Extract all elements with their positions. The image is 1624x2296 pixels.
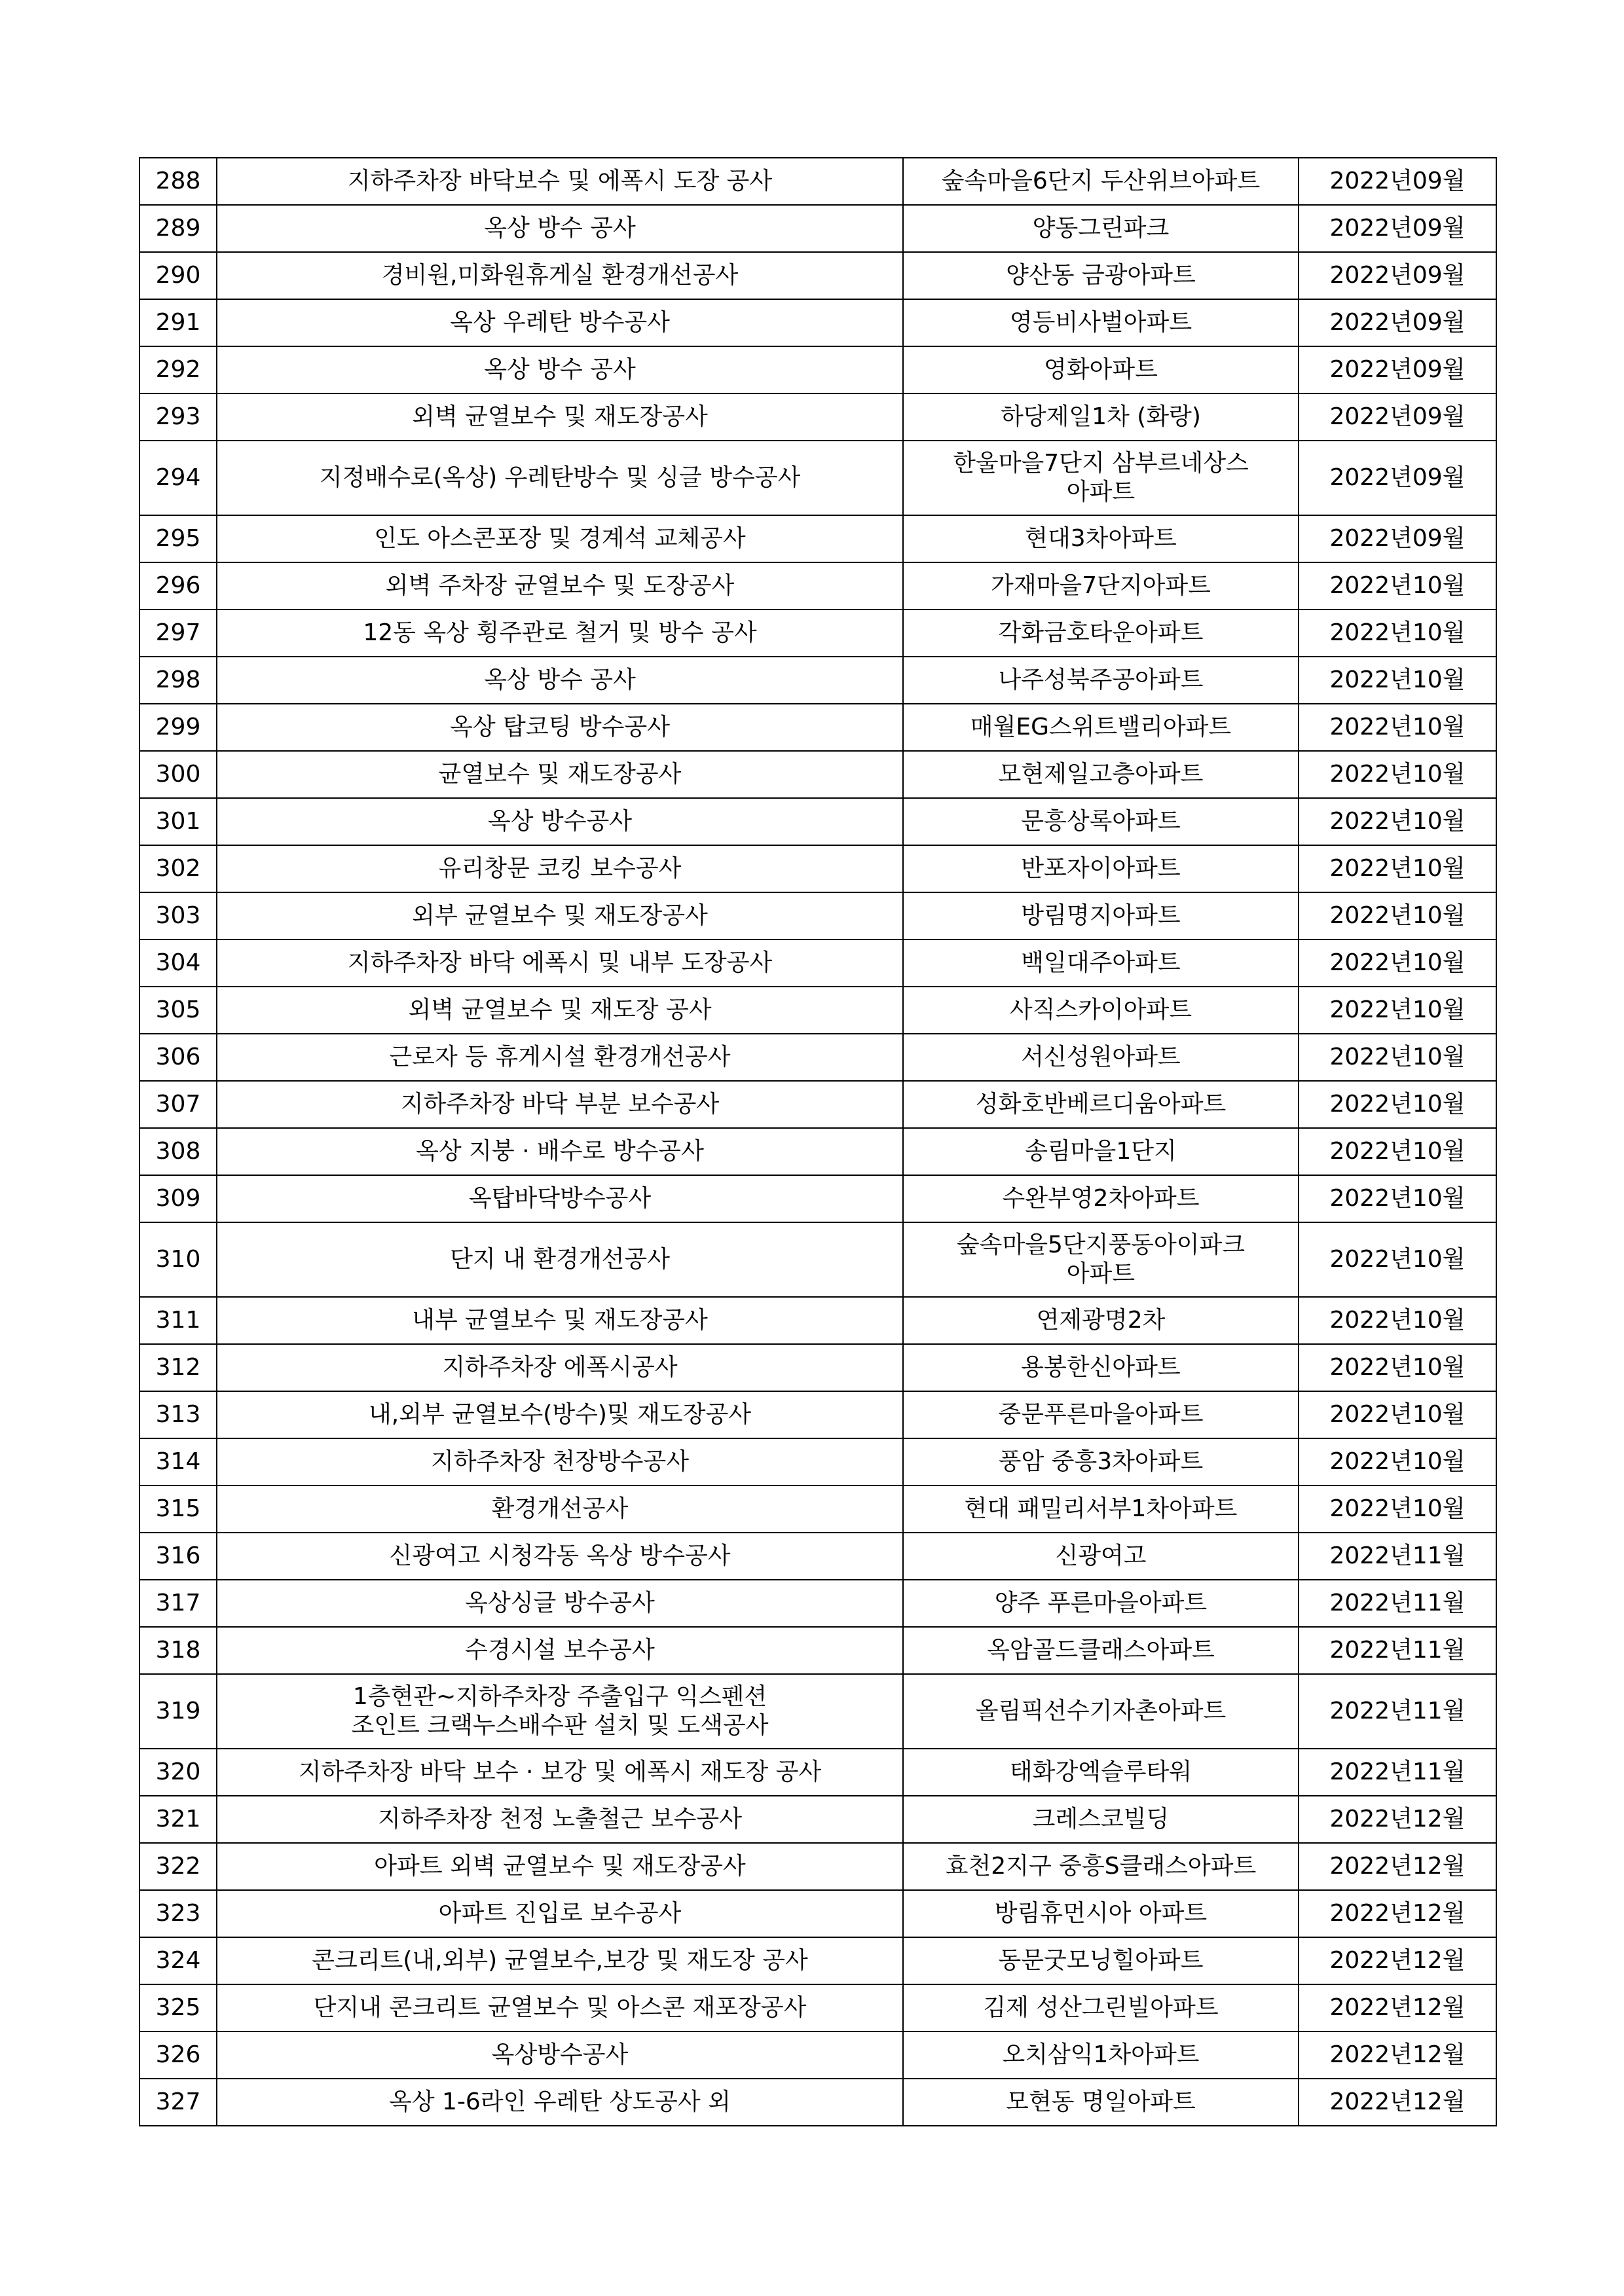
records-table-body — [139, 158, 1496, 2126]
project-name-cell: 내,외부 균열보수(방수)및 재도장공사 — [217, 1391, 903, 1438]
row-number-cell: 310 — [139, 1222, 217, 1297]
site-name-cell: 숲속마을6단지 두산위브아파트 — [903, 158, 1299, 205]
row-number-cell: 320 — [139, 1749, 217, 1796]
project-name-cell: 옥상 방수 공사 — [217, 657, 903, 704]
site-name-cell: 올림픽선수기자촌아파트 — [903, 1674, 1299, 1749]
table-row — [139, 1580, 1496, 1627]
site-name-cell: 신광여고 — [903, 1533, 1299, 1580]
project-name-cell: 단지 내 환경개선공사 — [217, 1222, 903, 1297]
site-name-cell: 양동그린파크 — [903, 205, 1299, 252]
project-name-cell: 지하주차장 바닥 보수 · 보강 및 에폭시 재도장 공사 — [217, 1749, 903, 1796]
row-number-cell: 313 — [139, 1391, 217, 1438]
site-name-cell: 양산동 금광아파트 — [903, 252, 1299, 299]
site-name-cell: 나주성북주공아파트 — [903, 657, 1299, 704]
project-name-cell: 외벽 균열보수 및 재도장 공사 — [217, 987, 903, 1034]
site-name-cell: 풍암 중흥3차아파트 — [903, 1438, 1299, 1485]
table-row — [139, 704, 1496, 751]
site-name-cell: 방림휴먼시아 아파트 — [903, 1890, 1299, 1937]
row-number-cell: 299 — [139, 704, 217, 751]
site-name-cell: 숲속마을5단지풍동아이파크 아파트 — [903, 1222, 1299, 1297]
row-number-cell: 292 — [139, 346, 217, 393]
site-name-cell: 수완부영2차아파트 — [903, 1175, 1299, 1222]
row-number-cell: 326 — [139, 2032, 217, 2079]
completion-date-cell: 2022년12월 — [1299, 1843, 1496, 1890]
table-row — [139, 1222, 1496, 1297]
row-number-cell: 303 — [139, 892, 217, 939]
table-row — [139, 657, 1496, 704]
project-name-cell: 환경개선공사 — [217, 1485, 903, 1533]
table-row — [139, 1890, 1496, 1937]
site-name-cell: 서신성원아파트 — [903, 1034, 1299, 1081]
site-name-cell: 매월EG스위트밸리아파트 — [903, 704, 1299, 751]
row-number-cell: 290 — [139, 252, 217, 299]
completion-date-cell: 2022년10월 — [1299, 1344, 1496, 1391]
completion-date-cell: 2022년11월 — [1299, 1749, 1496, 1796]
row-number-cell: 318 — [139, 1627, 217, 1674]
site-name-cell: 크레스코빌딩 — [903, 1796, 1299, 1843]
site-name-cell: 반포자이아파트 — [903, 845, 1299, 892]
site-name-cell: 모현동 명일아파트 — [903, 2079, 1299, 2126]
site-name-cell: 동문굿모닝힐아파트 — [903, 1937, 1299, 1984]
row-number-cell: 319 — [139, 1674, 217, 1749]
table-row — [139, 610, 1496, 657]
table-row — [139, 1533, 1496, 1580]
completion-date-cell: 2022년12월 — [1299, 1796, 1496, 1843]
project-name-cell: 1층현관~지하주차장 주출입구 익스펜션 조인트 크랙누스배수판 설치 및 도색공사 — [217, 1674, 903, 1749]
table-row — [139, 751, 1496, 798]
site-name-cell: 사직스카이아파트 — [903, 987, 1299, 1034]
table-row — [139, 1297, 1496, 1344]
table-row — [139, 845, 1496, 892]
site-name-cell: 문흥상록아파트 — [903, 798, 1299, 845]
completion-date-cell: 2022년10월 — [1299, 939, 1496, 987]
row-number-cell: 289 — [139, 205, 217, 252]
row-number-cell: 309 — [139, 1175, 217, 1222]
row-number-cell: 325 — [139, 1984, 217, 2032]
row-number-cell: 296 — [139, 562, 217, 610]
completion-date-cell: 2022년09월 — [1299, 252, 1496, 299]
table-row — [139, 1984, 1496, 2032]
table-row — [139, 1034, 1496, 1081]
project-name-cell: 옥탑바닥방수공사 — [217, 1175, 903, 1222]
row-number-cell: 321 — [139, 1796, 217, 1843]
completion-date-cell: 2022년11월 — [1299, 1627, 1496, 1674]
row-number-cell: 315 — [139, 1485, 217, 1533]
row-number-cell: 327 — [139, 2079, 217, 2126]
table-row — [139, 205, 1496, 252]
completion-date-cell: 2022년10월 — [1299, 657, 1496, 704]
table-row — [139, 299, 1496, 346]
project-name-cell: 신광여고 시청각동 옥상 방수공사 — [217, 1533, 903, 1580]
project-name-cell: 옥상 방수공사 — [217, 798, 903, 845]
completion-date-cell: 2022년10월 — [1299, 1081, 1496, 1128]
site-name-cell: 중문푸른마을아파트 — [903, 1391, 1299, 1438]
project-name-cell: 지하주차장 천장방수공사 — [217, 1438, 903, 1485]
completion-date-cell: 2022년10월 — [1299, 610, 1496, 657]
completion-date-cell: 2022년10월 — [1299, 987, 1496, 1034]
completion-date-cell: 2022년10월 — [1299, 1438, 1496, 1485]
completion-date-cell: 2022년09월 — [1299, 441, 1496, 515]
completion-date-cell: 2022년12월 — [1299, 2079, 1496, 2126]
row-number-cell: 297 — [139, 610, 217, 657]
completion-date-cell: 2022년10월 — [1299, 1128, 1496, 1175]
row-number-cell: 298 — [139, 657, 217, 704]
project-name-cell: 옥상 탑코팅 방수공사 — [217, 704, 903, 751]
project-name-cell: 지하주차장 바닥 부분 보수공사 — [217, 1081, 903, 1128]
project-name-cell: 외벽 균열보수 및 재도장공사 — [217, 393, 903, 441]
row-number-cell: 294 — [139, 441, 217, 515]
row-number-cell: 323 — [139, 1890, 217, 1937]
site-name-cell: 현대3차아파트 — [903, 515, 1299, 562]
project-name-cell: 옥상 지붕 · 배수로 방수공사 — [217, 1128, 903, 1175]
table-row — [139, 1937, 1496, 1984]
project-name-cell: 콘크리트(내,외부) 균열보수,보강 및 재도장 공사 — [217, 1937, 903, 1984]
site-name-cell: 송림마을1단지 — [903, 1128, 1299, 1175]
table-row — [139, 562, 1496, 610]
project-name-cell: 지정배수로(옥상) 우레탄방수 및 싱글 방수공사 — [217, 441, 903, 515]
row-number-cell: 312 — [139, 1344, 217, 1391]
table-row — [139, 1344, 1496, 1391]
table-row — [139, 252, 1496, 299]
completion-date-cell: 2022년09월 — [1299, 205, 1496, 252]
site-name-cell: 옥암골드클래스아파트 — [903, 1627, 1299, 1674]
completion-date-cell: 2022년10월 — [1299, 1034, 1496, 1081]
completion-date-cell: 2022년09월 — [1299, 158, 1496, 205]
table-row — [139, 2032, 1496, 2079]
project-name-cell: 지하주차장 바닥 에폭시 및 내부 도장공사 — [217, 939, 903, 987]
completion-date-cell: 2022년09월 — [1299, 346, 1496, 393]
completion-date-cell: 2022년12월 — [1299, 1890, 1496, 1937]
completion-date-cell: 2022년12월 — [1299, 1937, 1496, 1984]
site-name-cell: 가재마을7단지아파트 — [903, 562, 1299, 610]
table-row — [139, 441, 1496, 515]
project-name-cell: 옥상 방수 공사 — [217, 346, 903, 393]
row-number-cell: 304 — [139, 939, 217, 987]
row-number-cell: 295 — [139, 515, 217, 562]
site-name-cell: 용봉한신아파트 — [903, 1344, 1299, 1391]
row-number-cell: 291 — [139, 299, 217, 346]
site-name-cell: 각화금호타운아파트 — [903, 610, 1299, 657]
table-row — [139, 2079, 1496, 2126]
table-row — [139, 1485, 1496, 1533]
completion-date-cell: 2022년11월 — [1299, 1580, 1496, 1627]
project-name-cell: 수경시설 보수공사 — [217, 1627, 903, 1674]
site-name-cell: 효천2지구 중흥S클래스아파트 — [903, 1843, 1299, 1890]
site-name-cell: 하당제일1차 (화랑) — [903, 393, 1299, 441]
row-number-cell: 314 — [139, 1438, 217, 1485]
completion-date-cell: 2022년10월 — [1299, 562, 1496, 610]
site-name-cell: 영등비사벌아파트 — [903, 299, 1299, 346]
site-name-cell: 연제광명2차 — [903, 1297, 1299, 1344]
row-number-cell: 293 — [139, 393, 217, 441]
table-row — [139, 1438, 1496, 1485]
site-name-cell: 영화아파트 — [903, 346, 1299, 393]
site-name-cell: 김제 성산그린빌아파트 — [903, 1984, 1299, 2032]
project-name-cell: 유리창문 코킹 보수공사 — [217, 845, 903, 892]
project-records-table — [139, 157, 1497, 2126]
project-name-cell: 옥상 1-6라인 우레탄 상도공사 외 — [217, 2079, 903, 2126]
site-name-cell: 백일대주아파트 — [903, 939, 1299, 987]
project-name-cell: 12동 옥상 횡주관로 철거 및 방수 공사 — [217, 610, 903, 657]
completion-date-cell: 2022년10월 — [1299, 751, 1496, 798]
table-row — [139, 1081, 1496, 1128]
table-row — [139, 1128, 1496, 1175]
row-number-cell: 306 — [139, 1034, 217, 1081]
completion-date-cell: 2022년10월 — [1299, 1175, 1496, 1222]
row-number-cell: 288 — [139, 158, 217, 205]
row-number-cell: 317 — [139, 1580, 217, 1627]
table-row — [139, 892, 1496, 939]
project-name-cell: 지하주차장 에폭시공사 — [217, 1344, 903, 1391]
project-name-cell: 지하주차장 천정 노출철근 보수공사 — [217, 1796, 903, 1843]
project-name-cell: 옥상 방수 공사 — [217, 205, 903, 252]
row-number-cell: 322 — [139, 1843, 217, 1890]
project-name-cell: 아파트 외벽 균열보수 및 재도장공사 — [217, 1843, 903, 1890]
row-number-cell: 311 — [139, 1297, 217, 1344]
site-name-cell: 태화강엑슬루타워 — [903, 1749, 1299, 1796]
site-name-cell: 오치삼익1차아파트 — [903, 2032, 1299, 2079]
site-name-cell: 모현제일고층아파트 — [903, 751, 1299, 798]
row-number-cell: 316 — [139, 1533, 217, 1580]
table-row — [139, 1674, 1496, 1749]
table-row — [139, 939, 1496, 987]
completion-date-cell: 2022년10월 — [1299, 892, 1496, 939]
project-name-cell: 균열보수 및 재도장공사 — [217, 751, 903, 798]
row-number-cell: 308 — [139, 1128, 217, 1175]
row-number-cell: 307 — [139, 1081, 217, 1128]
site-name-cell: 성화호반베르디움아파트 — [903, 1081, 1299, 1128]
site-name-cell: 양주 푸른마을아파트 — [903, 1580, 1299, 1627]
project-name-cell: 인도 아스콘포장 및 경계석 교체공사 — [217, 515, 903, 562]
row-number-cell: 324 — [139, 1937, 217, 1984]
project-name-cell: 아파트 진입로 보수공사 — [217, 1890, 903, 1937]
project-name-cell: 외부 균열보수 및 재도장공사 — [217, 892, 903, 939]
completion-date-cell: 2022년09월 — [1299, 515, 1496, 562]
completion-date-cell: 2022년10월 — [1299, 704, 1496, 751]
project-name-cell: 외벽 주차장 균열보수 및 도장공사 — [217, 562, 903, 610]
site-name-cell: 현대 패밀리서부1차아파트 — [903, 1485, 1299, 1533]
completion-date-cell: 2022년09월 — [1299, 299, 1496, 346]
site-name-cell: 방림명지아파트 — [903, 892, 1299, 939]
completion-date-cell: 2022년12월 — [1299, 2032, 1496, 2079]
completion-date-cell: 2022년09월 — [1299, 393, 1496, 441]
project-name-cell: 경비원,미화원휴게실 환경개선공사 — [217, 252, 903, 299]
table-row — [139, 1391, 1496, 1438]
project-name-cell: 옥상싱글 방수공사 — [217, 1580, 903, 1627]
table-row — [139, 393, 1496, 441]
table-row — [139, 987, 1496, 1034]
row-number-cell: 300 — [139, 751, 217, 798]
completion-date-cell: 2022년10월 — [1299, 1485, 1496, 1533]
completion-date-cell: 2022년11월 — [1299, 1533, 1496, 1580]
table-row — [139, 346, 1496, 393]
project-name-cell: 단지내 콘크리트 균열보수 및 아스콘 재포장공사 — [217, 1984, 903, 2032]
row-number-cell: 302 — [139, 845, 217, 892]
table-row — [139, 1749, 1496, 1796]
completion-date-cell: 2022년10월 — [1299, 845, 1496, 892]
table-row — [139, 1627, 1496, 1674]
table-row — [139, 158, 1496, 205]
completion-date-cell: 2022년10월 — [1299, 1391, 1496, 1438]
row-number-cell: 305 — [139, 987, 217, 1034]
project-name-cell: 내부 균열보수 및 재도장공사 — [217, 1297, 903, 1344]
completion-date-cell: 2022년12월 — [1299, 1984, 1496, 2032]
row-number-cell: 301 — [139, 798, 217, 845]
completion-date-cell: 2022년10월 — [1299, 798, 1496, 845]
project-name-cell: 지하주차장 바닥보수 및 에폭시 도장 공사 — [217, 158, 903, 205]
table-row — [139, 1796, 1496, 1843]
project-name-cell: 근로자 등 휴게시설 환경개선공사 — [217, 1034, 903, 1081]
site-name-cell: 한울마을7단지 삼부르네상스 아파트 — [903, 441, 1299, 515]
table-row — [139, 1843, 1496, 1890]
table-row — [139, 798, 1496, 845]
project-name-cell: 옥상방수공사 — [217, 2032, 903, 2079]
project-name-cell: 옥상 우레탄 방수공사 — [217, 299, 903, 346]
table-row — [139, 1175, 1496, 1222]
completion-date-cell: 2022년11월 — [1299, 1674, 1496, 1749]
completion-date-cell: 2022년10월 — [1299, 1297, 1496, 1344]
table-row — [139, 515, 1496, 562]
completion-date-cell: 2022년10월 — [1299, 1222, 1496, 1297]
